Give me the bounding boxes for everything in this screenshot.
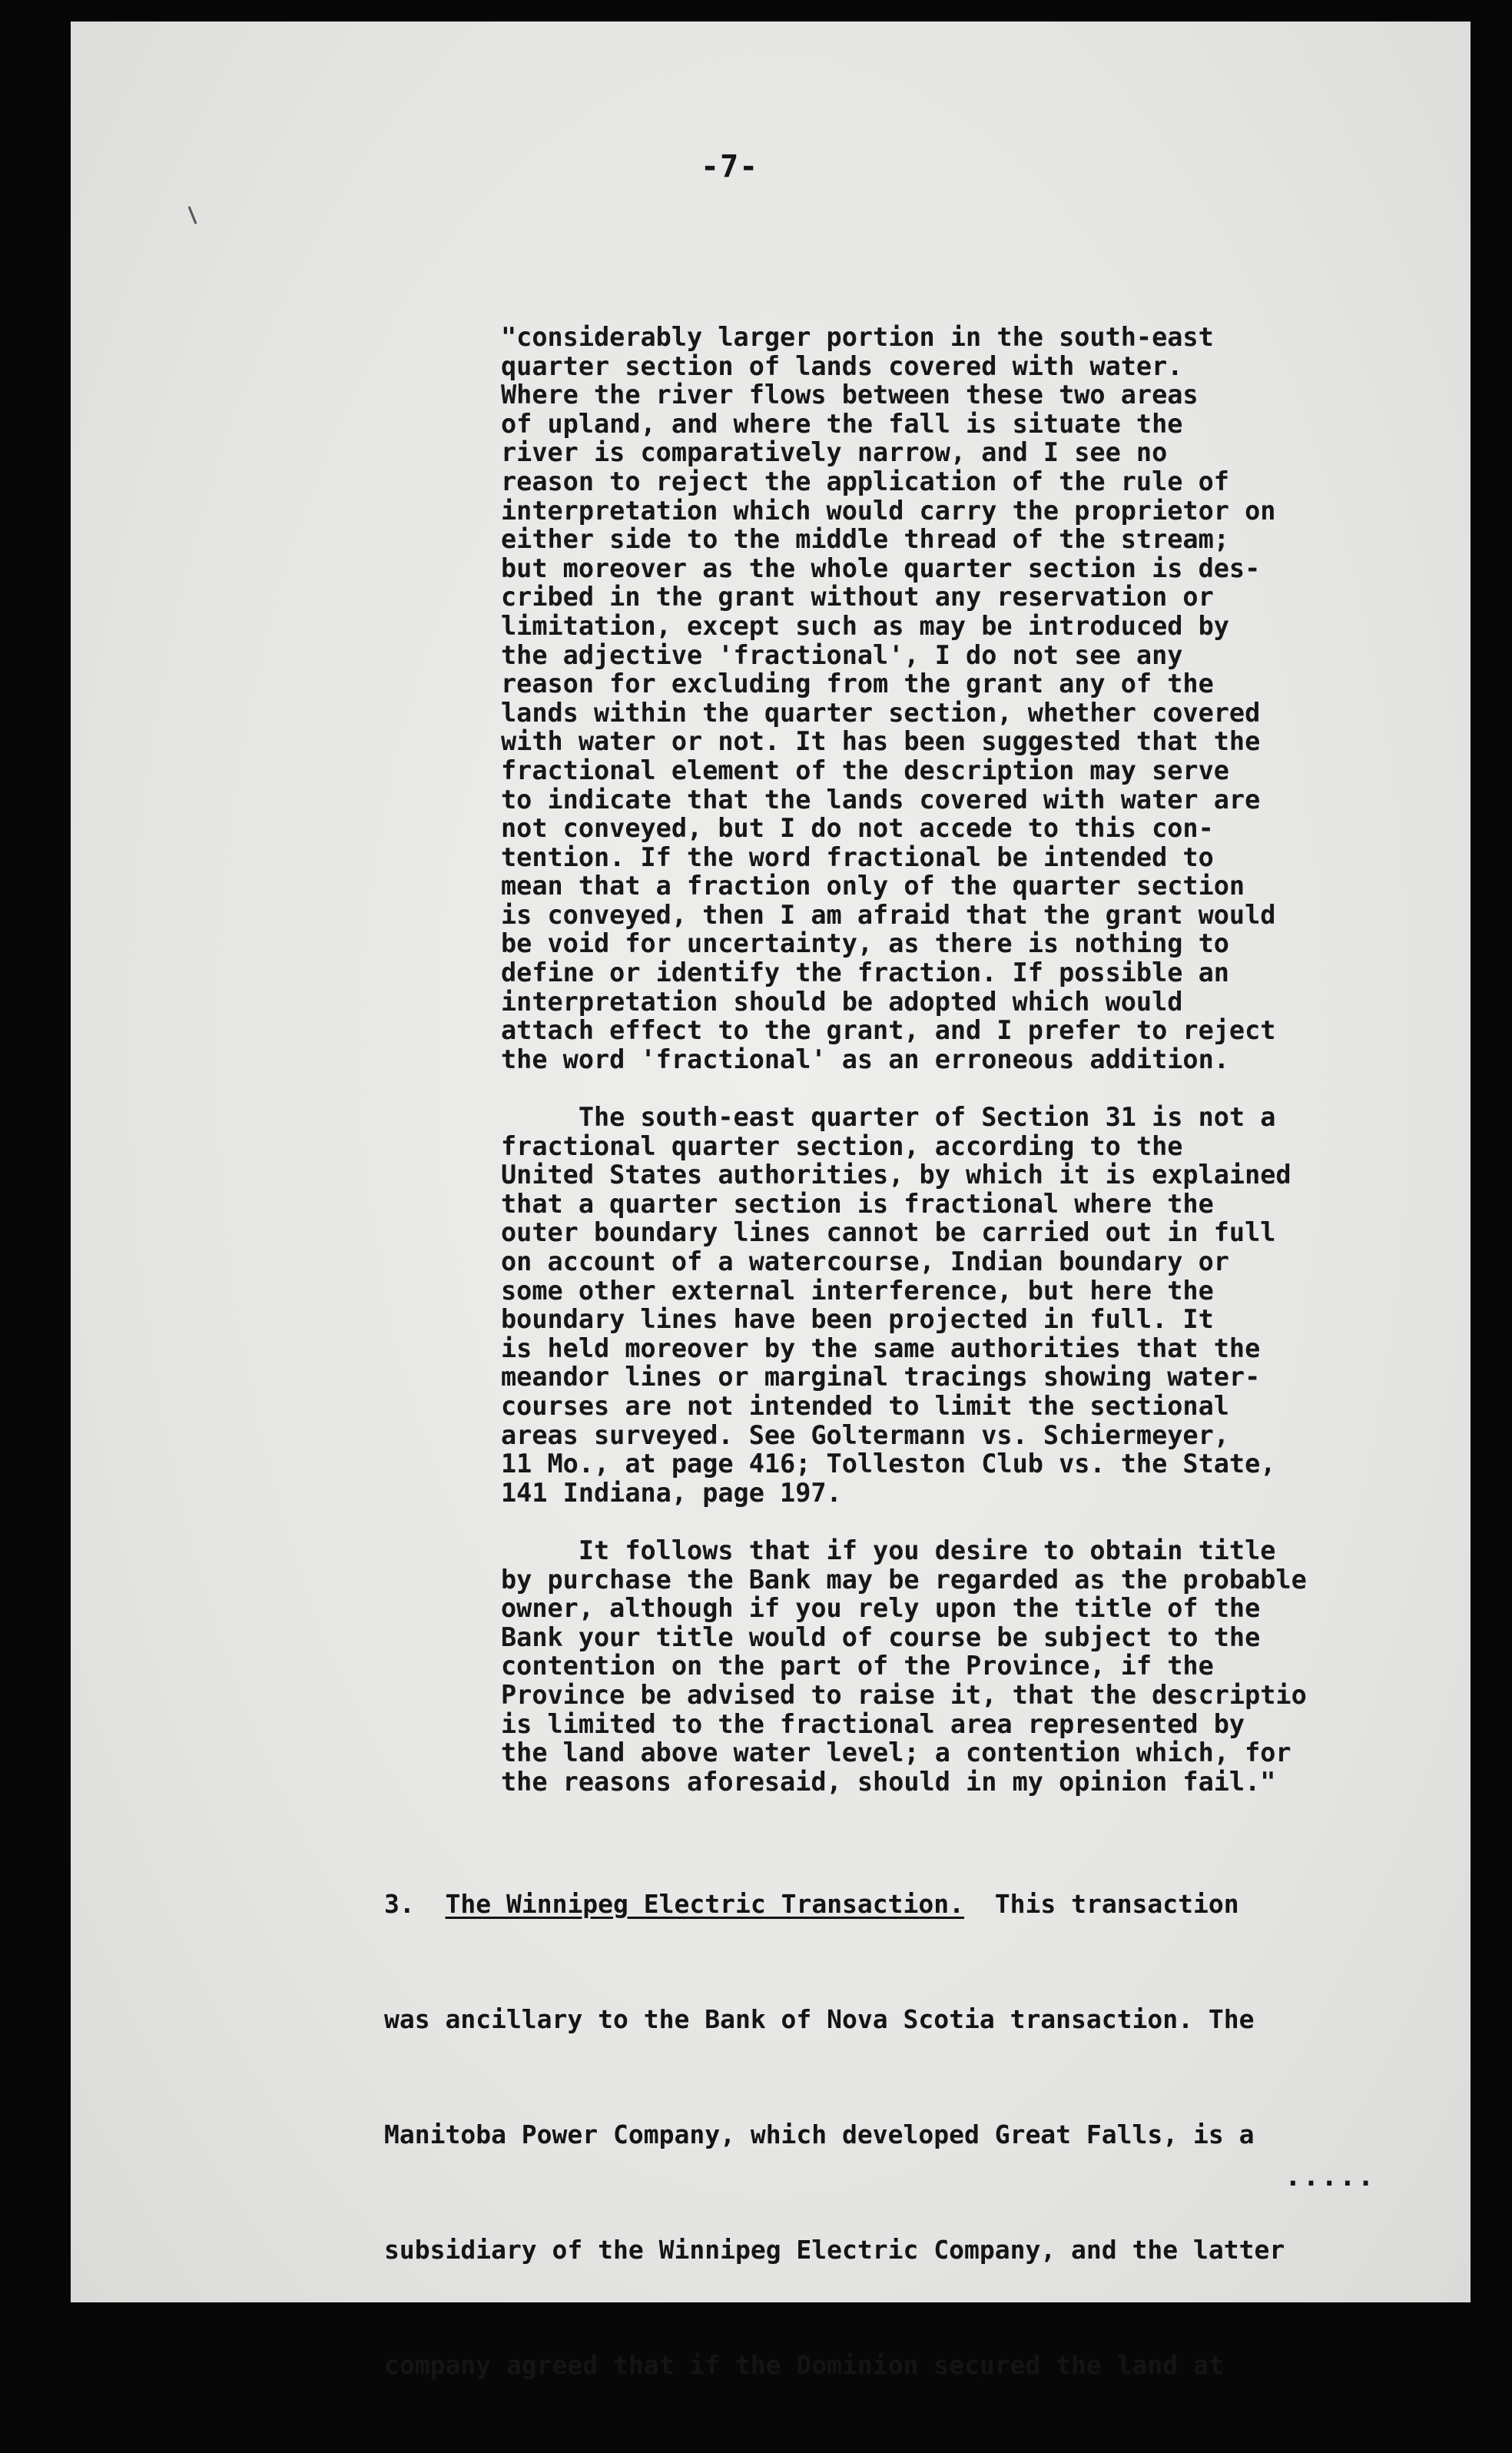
- quote-line: reason for excluding from the grant any of the: [501, 669, 1214, 699]
- quote-line: to indicate that the lands covered with water are: [501, 784, 1261, 815]
- quote-line: Bank your title would of course be subject to the: [501, 1622, 1261, 1652]
- quote-line: is limited to the fractional area represented by: [501, 1708, 1245, 1739]
- quote-line: the adjective 'fractional', I do not see any: [501, 639, 1183, 670]
- section-first-line-text: This transaction: [964, 1889, 1239, 1919]
- quote-line: United States authorities, by which it is explained: [501, 1160, 1292, 1190]
- quote-line: limitation, except such as may be introduced by: [501, 610, 1229, 641]
- quote-line: outer boundary lines cannot be carried out in full: [501, 1217, 1276, 1248]
- section-3-paragraph: [384, 1817, 1506, 2453]
- quote-line: Where the river flows between these two areas: [501, 380, 1199, 410]
- quote-line: fractional element of the description may serve: [501, 755, 1229, 785]
- quote-line: interpretation which would carry the proprietor on: [501, 495, 1276, 526]
- page-number: -7-: [701, 149, 759, 184]
- quote-line: that a quarter section is fractional where the: [501, 1188, 1214, 1219]
- quote-line: courses are not intended to limit the sectional: [501, 1390, 1229, 1421]
- quote-line: be void for uncertainty, as there is nothing to: [501, 928, 1229, 959]
- quote-line: lands within the quarter section, whether covered: [501, 697, 1261, 728]
- quote-line: reason to reject the application of the rule of: [501, 466, 1229, 496]
- quote-line: tention. If the word fractional be intended to: [501, 841, 1214, 872]
- quote-line: is conveyed, then I am afraid that the grant would: [501, 899, 1276, 930]
- quote-line: cribed in the grant without any reservation or: [501, 582, 1214, 612]
- paragraph-gap: [501, 1074, 1492, 1103]
- section-number: 3.: [384, 1889, 415, 1919]
- quote-line: "considerably larger portion in the south-east: [501, 322, 1214, 352]
- section-line: was ancillary to the Bank of Nova Scotia transaction. The: [384, 2004, 1255, 2034]
- quote-line: Province be advised to raise it, that the descriptio: [501, 1679, 1307, 1710]
- section-line: subsidiary of the Winnipeg Electric Company, and the latter: [384, 2235, 1285, 2265]
- quote-line: but moreover as the whole quarter section is des-: [501, 553, 1261, 583]
- quote-line: contention on the part of the Province, if the: [501, 1651, 1214, 1681]
- quote-line: on account of a watercourse, Indian boundary or: [501, 1246, 1229, 1276]
- quote-line: It follows that if you desire to obtain title: [501, 1535, 1276, 1565]
- quote-line: of upland, and where the fall is situate the: [501, 408, 1183, 439]
- quote-line: river is comparatively narrow, and I see no: [501, 437, 1168, 468]
- quote-line: 141 Indiana, page 197.: [501, 1477, 842, 1508]
- quote-line: owner, although if you rely upon the title of the: [501, 1593, 1261, 1624]
- section-heading: The Winnipeg Electric Transaction.: [445, 1889, 965, 1919]
- quote-line: either side to the middle thread of the stream;: [501, 524, 1229, 555]
- paragraph-gap: [501, 1507, 1492, 1536]
- quote-line: not conveyed, but I do not accede to this con-: [501, 813, 1214, 844]
- quote-line: with water or not. It has been suggested that the: [501, 726, 1261, 757]
- quote-line: mean that a fraction only of the quarter section: [501, 871, 1245, 901]
- quote-line: The south-east quarter of Section 31 is not a: [501, 1102, 1276, 1133]
- quote-line: some other external interference, but here the: [501, 1275, 1214, 1306]
- document-page: [71, 22, 1471, 2380]
- quote-line: 11 Mo., at page 416; Tolleston Club vs. the State,: [501, 1449, 1276, 1479]
- quote-line: is held moreover by the same authorities that the: [501, 1333, 1261, 1363]
- quote-line: boundary lines have been projected in full. It: [501, 1304, 1214, 1335]
- section-3-first-line: [384, 1877, 1506, 1932]
- section-line: Manitoba Power Company, which developed Great Falls, is a: [384, 2119, 1255, 2149]
- quoted-opinion-block: [501, 323, 1492, 1796]
- margin-mark: [188, 206, 197, 224]
- section-line: company agreed that if the Dominion secured the land at: [384, 2350, 1224, 2380]
- quote-line: define or identify the fraction. If possible an: [501, 958, 1229, 988]
- continuation-mark: .....: [1285, 2161, 1376, 2192]
- quote-line: areas surveyed. See Goltermann vs. Schiermeyer,: [501, 1419, 1229, 1450]
- quote-line: the reasons aforesaid, should in my opinion fail.": [501, 1766, 1276, 1797]
- quote-line: quarter section of lands covered with water.: [501, 350, 1183, 381]
- quote-line: attach effect to the grant, and I prefer to reject: [501, 1015, 1276, 1046]
- quote-line: the land above water level; a contention which, for: [501, 1738, 1292, 1768]
- quote-line: fractional quarter section, according to the: [501, 1130, 1183, 1161]
- quote-line: interpretation should be adopted which would: [501, 986, 1183, 1017]
- quote-line: by purchase the Bank may be regarded as the probable: [501, 1564, 1307, 1595]
- quote-line: the word 'fractional' as an erroneous addition.: [501, 1044, 1229, 1074]
- quote-line: meandor lines or marginal tracings showing water-: [501, 1362, 1261, 1392]
